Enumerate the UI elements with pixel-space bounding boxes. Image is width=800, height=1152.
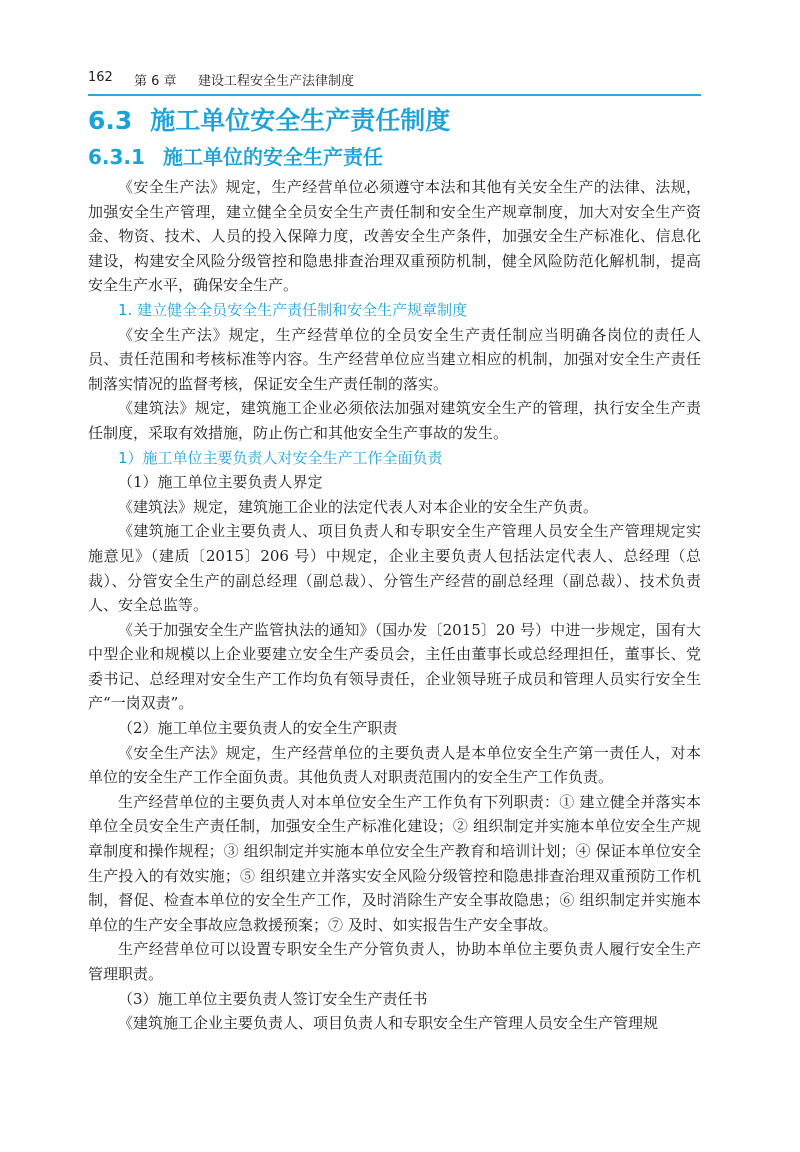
header-rule [88,94,701,96]
paragraph: 《建筑法》规定，建筑施工企业必须依法加强对建筑安全生产的管理，执行安全生产责任制度，采取有效措施，防止伤亡和其他安全生产事故的发生。 [88,399,701,442]
paragraph: 《关于加强安全生产监管执法的通知》（国办发〔2015〕20 号）中进一步规定，国有大中型企业和规模以上企业要建立安全生产委员会，主任由董事长或总经理担任，董事长、党委书记、总经理对安全生产工作均负有领导责任，企业领导班子成员和管理人员实行安全生产“一岗双责”。 [88,620,701,713]
section-title: 施工单位安全生产责任制度 [150,106,451,135]
sub-item-heading: （1）施工单位主要负责人界定 [118,473,323,492]
subsection-title: 施工单位的安全生产责任 [162,145,383,169]
section-heading [88,101,450,137]
paragraph: 《建筑法》规定，建筑施工企业的法定代表人对本企业的安全生产负责。 [118,497,599,516]
heading-level-4: 1）施工单位主要负责人对安全生产工作全面负责 [118,448,443,467]
heading-level-3: 1. 建立健全全员安全生产责任制和安全生产规章制度 [118,300,468,319]
sub-item-heading: （2）施工单位主要负责人的安全生产职责 [118,719,398,738]
paragraph: 《安全生产法》规定，生产经营单位的全员安全生产责任制应当明确各岗位的责任人员、责任范围和考核标准等内容。生产经营单位应当建立相应的机制，加强对安全生产责任制落实情况的监督考核，保证安全生产责任制的落实。 [88,325,701,393]
paragraph: 《安全生产法》规定，生产经营单位必须遵守本法和其他有关安全生产的法律、法规，加强安全生产管理，建立健全全员安全生产责任制和安全生产规章制度，加大对安全生产资金、物资、技术、人员的投入保障力度，改善安全生产条件，加强安全生产标准化、信息化建设，构建安全风险分级管控和隐患排查治理双重预防机制，健全风险防范化解机制，提高安全生产水平，确保安全生产。 [88,178,701,295]
subsection-number: 6.3.1 [88,145,145,169]
paragraph: 《安全生产法》规定，生产经营单位的主要负责人是本单位安全生产第一责任人，对本单位的安全生产工作全面负责。其他负责人对职责范围内的安全生产工作负责。 [88,743,701,787]
paragraph: 《建筑施工企业主要负责人、项目负责人和专职安全生产管理人员安全生产管理规定实施意见》（建质〔2015〕206 号）中规定，企业主要负责人包括法定代表人、总经理（总裁）、分管安全生产的副总经理（副总裁）、分管生产经营的副总经理（副总裁）、技术负责人、安全总监等。 [88,522,701,615]
page-header [88,62,701,96]
subsection-heading [88,141,383,170]
page-number: 162 [88,70,113,85]
sub-item-heading: （3）施工单位主要负责人签订安全生产责任书 [118,989,428,1008]
section-number: 6.3 [88,106,133,135]
chapter-title: 建设工程安全生产法律制度 [198,74,355,89]
body-text [88,175,701,1036]
paragraph: 《建筑施工企业主要负责人、项目负责人和专职安全生产管理人员安全生产管理规 [118,1014,659,1033]
paragraph: 生产经营单位可以设置专职安全生产分管负责人，协助本单位主要负责人履行安全生产管理职责。 [88,940,701,983]
chapter-label: 第 6 章 [134,74,177,89]
paragraph: 生产经营单位的主要负责人对本单位安全生产工作负有下列职责：① 建立健全并落实本单位全员安全生产责任制，加强安全生产标准化建设；② 组织制定并实施本单位安全生产规章制度和操作规程；③ 组织制定并实施本单位安全生产教育和培训计划；④ 保证本单位安全生产投入的有效实施；⑤ 组织建立并落实安全风险分级管控和隐患排查治理双重预防工作机制，督促、检查本单位的安全生产工作，及时消除生产安全事故隐患；⑥ 组织制定并实施本单位的生产安全事故应急救援预案；⑦ 及时、如实报告生产安全事故。 [88,792,701,934]
